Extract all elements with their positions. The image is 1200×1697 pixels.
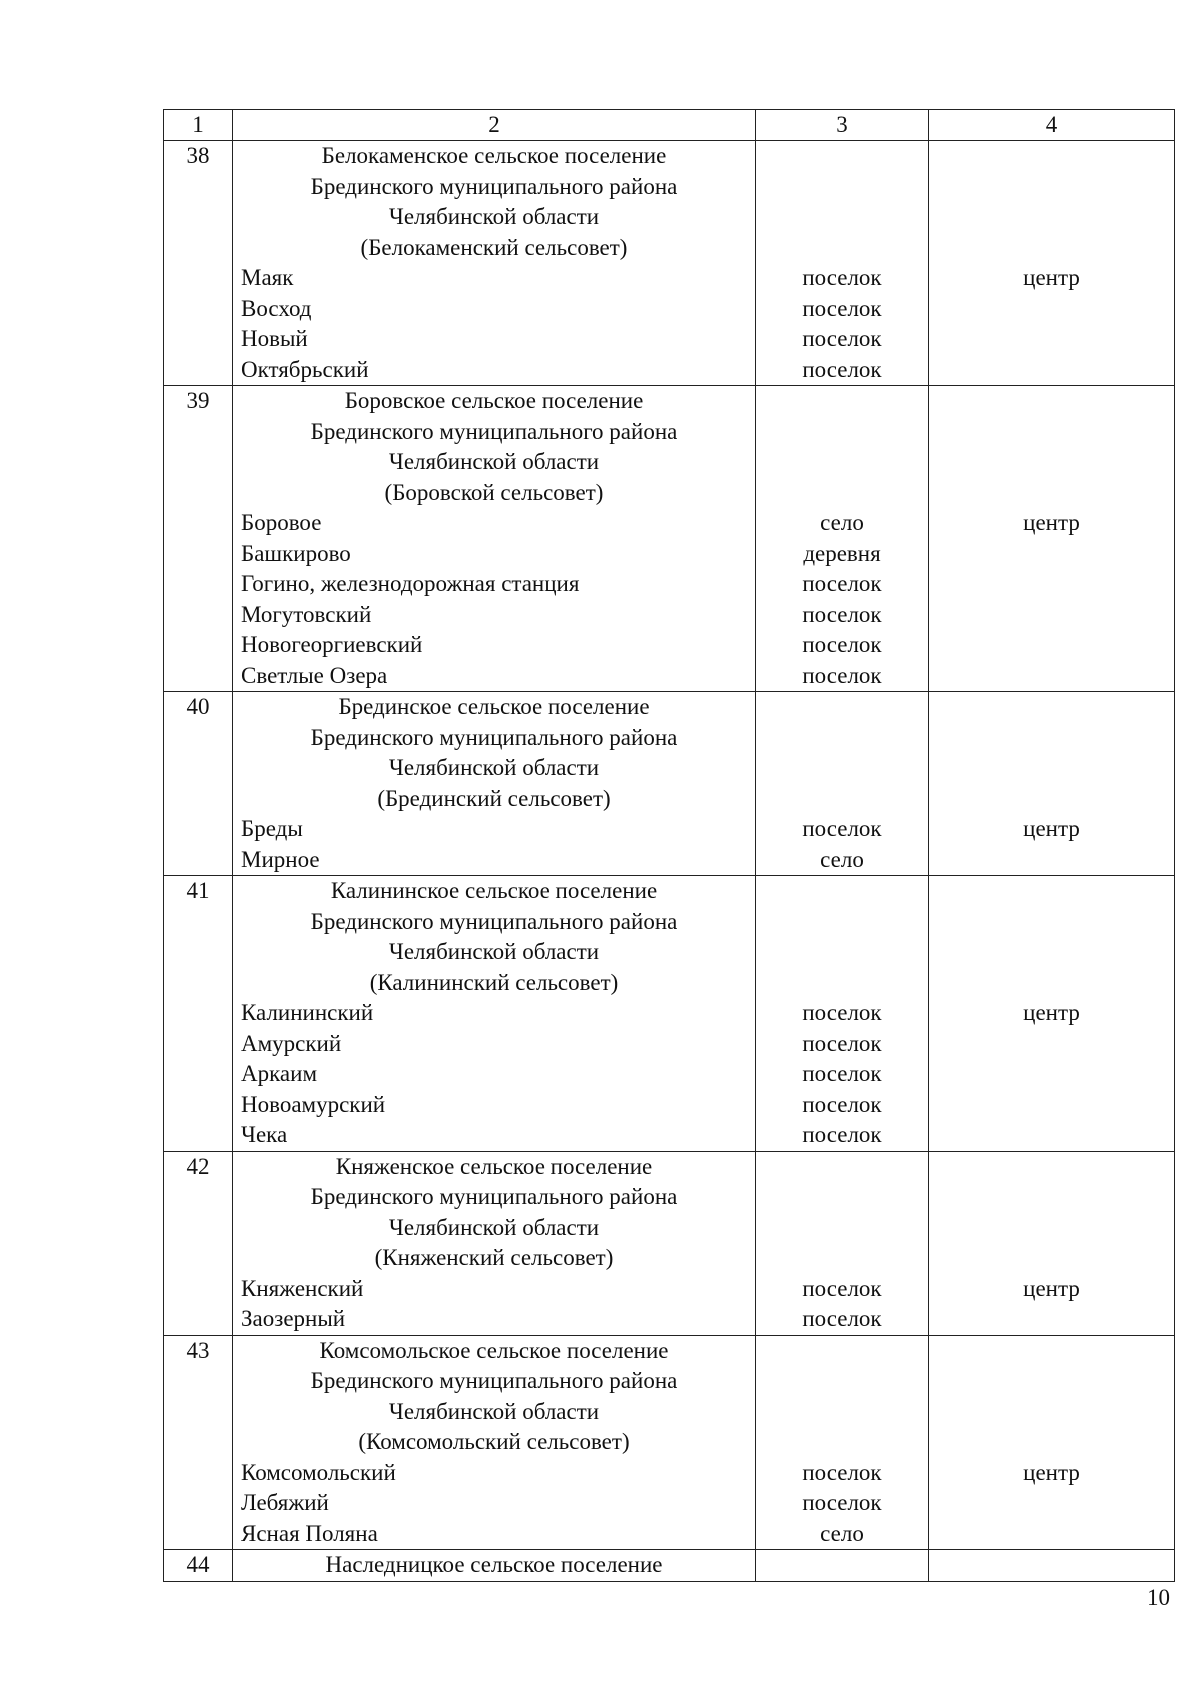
settlement-status: [937, 1519, 1166, 1550]
municipality-heading-line: Брединского муниципального района: [310, 1184, 678, 1209]
settlement-status: [937, 661, 1166, 692]
spacer: [764, 968, 920, 999]
settlement-name: Новый: [241, 326, 308, 351]
spacer: [937, 233, 1166, 264]
spacer: [764, 141, 920, 172]
spacer: [937, 447, 1166, 478]
settlement-name: Октябрьский: [241, 356, 369, 382]
header-col-2: 2: [233, 110, 756, 141]
spacer: [937, 1336, 1166, 1367]
municipality-heading-line: Челябинской области: [388, 449, 600, 474]
settlement-status: [937, 1029, 1166, 1060]
spacer: [937, 1397, 1166, 1428]
settlement-name: Чека: [241, 1122, 288, 1147]
municipality-heading-line: Челябинской области: [388, 755, 600, 780]
spacer: [937, 723, 1166, 754]
table-row: [164, 1335, 1175, 1550]
municipality-heading-line: Брединского муниципального района: [310, 173, 678, 199]
settlement-status: [937, 1090, 1166, 1121]
settlement-type: поселок: [802, 816, 882, 841]
settlement-types-cell: [756, 141, 929, 386]
settlement-name: Мирное: [241, 846, 320, 872]
settlement-status: центр: [1023, 816, 1080, 841]
settlement-type: село: [820, 846, 864, 872]
municipality-heading-line: (Белокаменский сельсовет): [360, 234, 628, 260]
municipality-heading-line: Брединское сельское поселение: [338, 694, 650, 719]
row-number: 44: [164, 1550, 233, 1582]
settlement-name: Амурский: [241, 1030, 342, 1056]
municipality-heading-line: (Княженский сельсовет): [374, 1245, 614, 1270]
settlement-status-cell: [929, 1550, 1175, 1582]
settlement-status: центр: [1023, 1000, 1080, 1025]
settlement-name: Новоамурский: [241, 1091, 386, 1117]
municipality-heading-line: (Комсомольский сельсовет): [358, 1429, 630, 1454]
municipality-heading-line: Белокаменское сельское поселение: [321, 143, 667, 168]
spacer: [764, 417, 920, 448]
settlement-name: Гогино, железнодорожная станция: [241, 571, 580, 596]
settlement-types-cell: [756, 386, 929, 692]
spacer: [937, 784, 1166, 815]
spacer: [764, 172, 920, 203]
spacer: [937, 141, 1166, 172]
row-number: 38: [164, 141, 233, 386]
municipality-heading-line: Наследницкое сельское поселение: [325, 1552, 663, 1577]
row-number: 40: [164, 692, 233, 876]
table-row: [164, 386, 1175, 692]
spacer: [937, 172, 1166, 203]
spacer: [937, 692, 1166, 723]
settlement-type: поселок: [802, 265, 882, 290]
settlement-name: Заозерный: [241, 1306, 346, 1331]
settlement-status: [937, 324, 1166, 355]
settlement-type: поселок: [802, 1122, 882, 1147]
municipality-heading-line: Челябинской области: [388, 939, 600, 964]
settlement-type: поселок: [802, 632, 882, 657]
table-row: [164, 1550, 1175, 1582]
settlement-status-cell: [929, 876, 1175, 1152]
header-col-3: 3: [756, 110, 929, 141]
spacer: [937, 1182, 1166, 1213]
row-number: 43: [164, 1335, 233, 1550]
spacer: [937, 753, 1166, 784]
settlement-type: поселок: [802, 1030, 882, 1056]
settlement-status: [937, 1488, 1166, 1519]
spacer: [937, 478, 1166, 509]
spacer: [764, 1182, 920, 1213]
spacer: [764, 784, 920, 815]
municipality-heading-line: Боровское сельское поселение: [344, 388, 644, 413]
spacer: [937, 1550, 1166, 1581]
municipality-heading-line: Челябинской области: [388, 204, 600, 229]
settlements-table: [163, 109, 1175, 1582]
settlement-name: Могутовский: [241, 601, 372, 627]
spacer: [764, 202, 920, 233]
table-row: [164, 141, 1175, 386]
municipality-heading-line: Брединского муниципального района: [310, 724, 678, 750]
settlement-names-cell: [233, 1151, 756, 1335]
settlement-status-cell: [929, 141, 1175, 386]
settlement-name: Светлые Озера: [241, 662, 388, 688]
settlement-name: Боровое: [241, 510, 322, 535]
table-row: [164, 692, 1175, 876]
settlement-name: Калининский: [241, 1000, 374, 1025]
header-row: [164, 110, 1175, 141]
spacer: [937, 1213, 1166, 1244]
settlement-type: деревня: [803, 540, 881, 566]
row-number: 42: [164, 1151, 233, 1335]
settlement-status-cell: [929, 692, 1175, 876]
page-number: 10: [1147, 1585, 1170, 1610]
settlement-name: Комсомольский: [241, 1459, 396, 1485]
municipality-heading-line: Комсомольское сельское поселение: [319, 1337, 669, 1363]
settlement-name: Башкирово: [241, 540, 351, 566]
settlement-status-cell: [929, 386, 1175, 692]
table-row: [164, 876, 1175, 1152]
spacer: [937, 1427, 1166, 1458]
spacer: [764, 1366, 920, 1397]
settlement-type: поселок: [802, 1061, 882, 1086]
spacer: [764, 447, 920, 478]
settlement-types-cell: [756, 1335, 929, 1550]
spacer: [764, 1152, 920, 1183]
settlement-names-cell: [233, 1335, 756, 1550]
settlement-types-cell: [756, 692, 929, 876]
spacer: [937, 386, 1166, 417]
settlement-name: Маяк: [241, 265, 294, 290]
settlement-type: поселок: [802, 1490, 882, 1515]
municipality-heading-line: Брединского муниципального района: [310, 908, 678, 934]
settlement-name: Новогеоргиевский: [241, 632, 423, 657]
municipality-heading-line: Челябинской области: [388, 1398, 600, 1424]
header-col-1: 1: [164, 110, 233, 141]
settlement-status: [937, 845, 1166, 876]
spacer: [937, 1366, 1166, 1397]
settlement-status: [937, 630, 1166, 661]
settlement-names-cell: [233, 876, 756, 1152]
spacer: [937, 876, 1166, 907]
municipality-heading-line: (Калининский сельсовет): [369, 969, 619, 995]
spacer: [764, 233, 920, 264]
settlement-names-cell: [233, 386, 756, 692]
row-number: 39: [164, 386, 233, 692]
settlement-status: [937, 600, 1166, 631]
settlement-types-cell: [756, 1550, 929, 1582]
settlement-type: поселок: [802, 1275, 882, 1301]
settlement-names-cell: [233, 692, 756, 876]
spacer: [764, 937, 920, 968]
settlement-type: поселок: [802, 571, 882, 596]
spacer: [764, 478, 920, 509]
settlement-type: село: [820, 510, 864, 535]
spacer: [937, 937, 1166, 968]
spacer: [764, 876, 920, 907]
settlement-status-cell: [929, 1151, 1175, 1335]
spacer: [764, 907, 920, 938]
municipality-heading-line: Княженское сельское поселение: [335, 1153, 653, 1179]
settlement-status: [937, 294, 1166, 325]
municipality-heading-line: (Брединский сельсовет): [377, 785, 611, 811]
settlement-status: центр: [1023, 1275, 1080, 1301]
header-col-4: 4: [929, 110, 1175, 141]
settlement-status-cell: [929, 1335, 1175, 1550]
settlement-status: [937, 1304, 1166, 1335]
settlement-name: Ясная Поляна: [241, 1520, 378, 1546]
settlement-status: центр: [1023, 265, 1080, 290]
settlement-type: поселок: [802, 356, 882, 382]
municipality-heading-line: (Боровской сельсовет): [384, 479, 604, 505]
settlement-name: Аркаим: [241, 1061, 318, 1086]
settlement-status: [937, 355, 1166, 386]
spacer: [937, 202, 1166, 233]
settlement-type: поселок: [802, 1306, 882, 1331]
spacer: [937, 1243, 1166, 1274]
settlement-type: поселок: [802, 1091, 882, 1117]
spacer: [764, 1427, 920, 1458]
spacer: [764, 1213, 920, 1244]
municipality-heading-line: Брединского муниципального района: [310, 418, 678, 444]
settlement-status: центр: [1023, 1459, 1080, 1485]
spacer: [764, 1243, 920, 1274]
settlement-name: Бреды: [241, 816, 303, 841]
row-number: 41: [164, 876, 233, 1152]
spacer: [764, 1550, 920, 1581]
spacer: [764, 692, 920, 723]
municipality-heading-line: Калининское сельское поселение: [330, 878, 658, 903]
spacer: [937, 968, 1166, 999]
settlement-type: поселок: [802, 1000, 882, 1025]
settlement-status: [937, 569, 1166, 600]
settlement-type: поселок: [802, 1459, 882, 1485]
settlement-status: [937, 1120, 1166, 1151]
table-row: [164, 1151, 1175, 1335]
spacer: [764, 1397, 920, 1428]
settlement-type: поселок: [802, 326, 882, 351]
settlement-names-cell: [233, 141, 756, 386]
settlement-status: [937, 1059, 1166, 1090]
settlement-types-cell: [756, 876, 929, 1152]
settlement-name: Лебяжий: [241, 1490, 329, 1515]
spacer: [764, 1336, 920, 1367]
settlement-status: [937, 539, 1166, 570]
settlement-type: поселок: [802, 662, 882, 688]
settlement-status: центр: [1023, 510, 1080, 535]
settlement-name: Восход: [241, 295, 312, 321]
spacer: [937, 1152, 1166, 1183]
settlement-names-cell: [233, 1550, 756, 1582]
settlement-type: поселок: [802, 295, 882, 321]
spacer: [764, 386, 920, 417]
spacer: [937, 417, 1166, 448]
municipality-heading-line: Брединского муниципального района: [310, 1368, 678, 1393]
municipality-heading-line: Челябинской области: [388, 1214, 600, 1240]
spacer: [764, 723, 920, 754]
spacer: [937, 907, 1166, 938]
settlement-type: село: [820, 1520, 864, 1546]
settlement-types-cell: [756, 1151, 929, 1335]
spacer: [764, 753, 920, 784]
settlement-name: Княженский: [241, 1275, 364, 1301]
table-body: [164, 141, 1175, 1582]
settlement-type: поселок: [802, 601, 882, 627]
